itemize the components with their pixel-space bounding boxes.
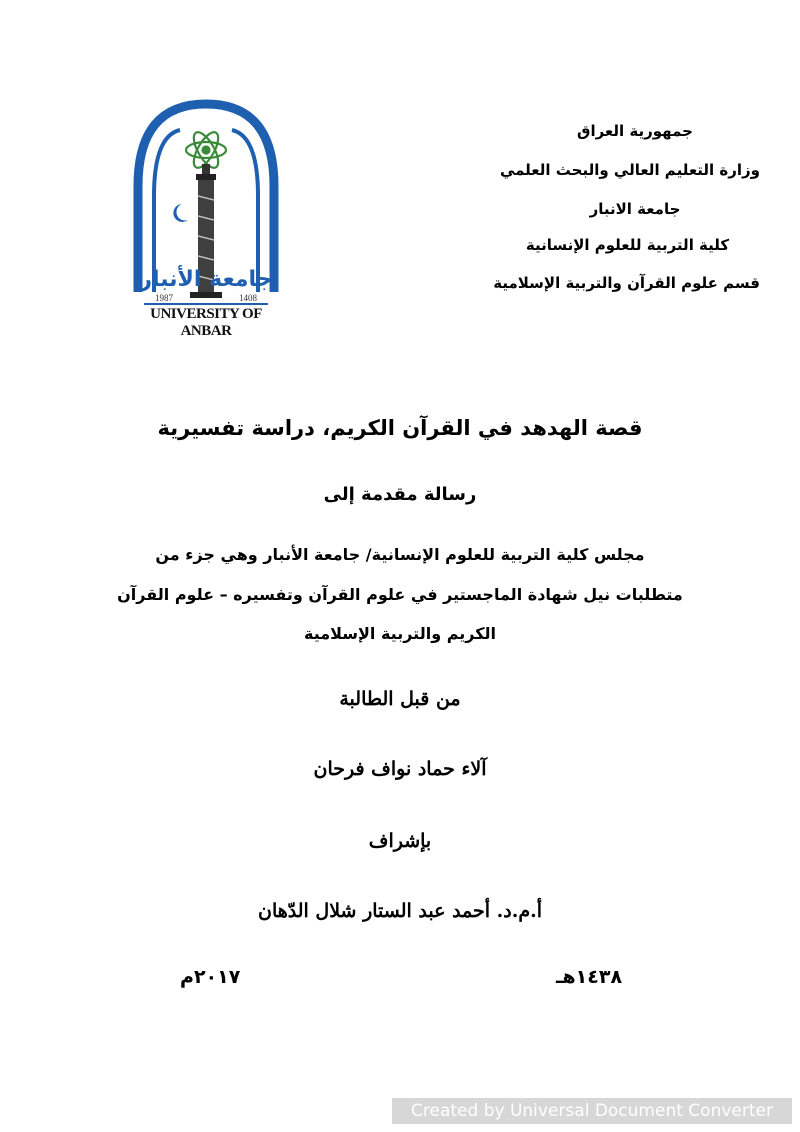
header-ministry: وزارة التعليم العالي والبحث العلمي [499,161,760,179]
by-student-label: من قبل الطالبة [339,688,461,710]
university-logo [124,96,288,328]
header-college: كلية التربية للعلوم الإنسانية [525,236,730,254]
supervisor-name: أ.م.د. أحمد عبد الستار شلال الدّهان [257,900,543,922]
watermark-banner: Created by Universal Document Converter [392,1098,792,1124]
submitted-to: رسالة مقدمة إلى [323,484,477,505]
logo-year-left: 1987 [155,293,173,303]
header-republic: جمهورية العراق [577,122,693,140]
student-name: آلاء حماد نواف فرحان [313,758,487,780]
logo-arabic-name: جامعة الأنبار [139,267,273,292]
thesis-title: قصة الهدهد في القرآن الكريم، دراسة تفسيرية [157,416,643,440]
paragraph-line-2: متطلبات نيل شهادة الماجستير في علوم القرآن وتفسيره – علوم القرآن [117,585,683,604]
date-gregorian: ٢٠١٧م [180,966,241,988]
logo-caption: UNIVERSITY OF ANBAR [150,306,262,339]
crescent-icon [173,204,188,222]
paragraph-line-1: مجلس كلية التربية للعلوم الإنسانية/ جامعة الأنبار وهي جزء من [155,545,645,564]
supervision-label: بإشراف [368,830,432,852]
header-department: قسم علوم القرآن والتربية الإسلامية [493,274,760,292]
date-hijri: ١٤٣٨هـ [556,966,623,988]
paragraph-line-3: الكريم والتربية الإسلامية [303,624,497,643]
header-university: جامعة الانبار [589,200,681,218]
logo-year-right: 1408 [239,293,257,303]
